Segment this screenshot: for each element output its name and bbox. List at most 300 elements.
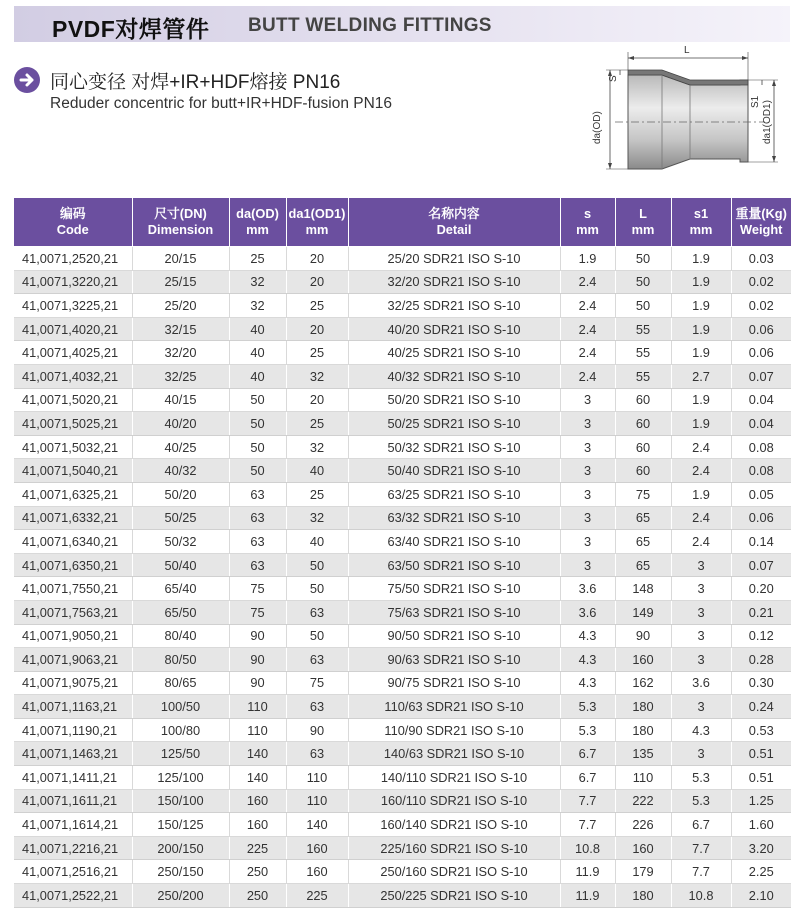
table-cell: 0.06 bbox=[731, 506, 791, 530]
table-cell: 41,0071,6340,21 bbox=[14, 530, 132, 554]
table-cell: 41,0071,5040,21 bbox=[14, 459, 132, 483]
table-cell: 110 bbox=[229, 695, 286, 719]
table-cell: 41,0071,2516,21 bbox=[14, 860, 132, 884]
table-cell: 60 bbox=[615, 388, 671, 412]
table-cell: 0.04 bbox=[731, 388, 791, 412]
reducer-drawing bbox=[590, 42, 790, 182]
table-cell: 160 bbox=[286, 860, 348, 884]
table-cell: 41,0071,1463,21 bbox=[14, 742, 132, 766]
table-cell: 90 bbox=[615, 624, 671, 648]
table-cell: 2.4 bbox=[560, 341, 615, 365]
column-header-en: mm bbox=[305, 222, 329, 237]
column-header-en: Code bbox=[56, 222, 89, 237]
table-cell: 0.51 bbox=[731, 766, 791, 790]
table-cell: 60 bbox=[615, 435, 671, 459]
table-cell: 1.60 bbox=[731, 813, 791, 837]
table-cell: 140 bbox=[229, 766, 286, 790]
table-cell: 250/225 SDR21 ISO S-10 bbox=[348, 884, 560, 908]
table-row bbox=[14, 836, 791, 860]
table-cell: 41,0071,6325,21 bbox=[14, 482, 132, 506]
table-cell: 63 bbox=[229, 530, 286, 554]
table-cell: 25/15 bbox=[132, 270, 229, 294]
table-cell: 32 bbox=[286, 506, 348, 530]
table-cell: 90/75 SDR21 ISO S-10 bbox=[348, 671, 560, 695]
table-cell: 3 bbox=[560, 553, 615, 577]
table-cell: 40 bbox=[286, 530, 348, 554]
table-cell: 65/50 bbox=[132, 600, 229, 624]
dimension-label-S: S bbox=[608, 75, 619, 82]
table-cell: 90 bbox=[229, 671, 286, 695]
table-cell: 50/20 SDR21 ISO S-10 bbox=[348, 388, 560, 412]
column-header-en: mm bbox=[576, 222, 599, 237]
table-cell: 63 bbox=[286, 600, 348, 624]
table-cell: 125/100 bbox=[132, 766, 229, 790]
table-cell: 65/40 bbox=[132, 577, 229, 601]
table-row bbox=[14, 530, 791, 554]
table-cell: 50 bbox=[286, 624, 348, 648]
table-cell: 3 bbox=[560, 388, 615, 412]
table-cell: 149 bbox=[615, 600, 671, 624]
table-cell: 20 bbox=[286, 388, 348, 412]
table-cell: 50 bbox=[615, 294, 671, 318]
column-header-cn: 编码 bbox=[59, 206, 86, 221]
table-cell: 40/32 bbox=[132, 459, 229, 483]
table-cell: 63 bbox=[229, 482, 286, 506]
column-header-cn: da1(OD1) bbox=[288, 206, 346, 221]
table-cell: 3 bbox=[560, 482, 615, 506]
table-cell: 50/32 bbox=[132, 530, 229, 554]
table-cell: 140/110 SDR21 ISO S-10 bbox=[348, 766, 560, 790]
table-cell: 75/63 SDR21 ISO S-10 bbox=[348, 600, 560, 624]
column-header-en: mm bbox=[689, 222, 713, 237]
table-cell: 40/25 bbox=[132, 435, 229, 459]
table-row bbox=[14, 553, 791, 577]
table-cell: 3 bbox=[560, 412, 615, 436]
table-cell: 25 bbox=[286, 482, 348, 506]
table-cell: 160/140 SDR21 ISO S-10 bbox=[348, 813, 560, 837]
table-cell: 41,0071,1190,21 bbox=[14, 718, 132, 742]
table-cell: 50/25 bbox=[132, 506, 229, 530]
table-cell: 41,0071,1611,21 bbox=[14, 789, 132, 813]
table-cell: 1.25 bbox=[731, 789, 791, 813]
table-cell: 11.9 bbox=[560, 884, 615, 908]
table-cell: 6.7 bbox=[671, 813, 731, 837]
table-cell: 1.9 bbox=[671, 294, 731, 318]
table-cell: 40 bbox=[286, 459, 348, 483]
table-cell: 160 bbox=[615, 648, 671, 672]
table-cell: 50/20 bbox=[132, 482, 229, 506]
table-cell: 25 bbox=[286, 412, 348, 436]
table-cell: 6.7 bbox=[560, 766, 615, 790]
table-cell: 63 bbox=[229, 553, 286, 577]
table-row bbox=[14, 364, 791, 388]
table-cell: 60 bbox=[615, 459, 671, 483]
table-cell: 20 bbox=[286, 247, 348, 271]
table-cell: 5.3 bbox=[671, 766, 731, 790]
table-cell: 41,0071,3225,21 bbox=[14, 294, 132, 318]
table-cell: 2.4 bbox=[560, 364, 615, 388]
dimension-label-s1: S1 bbox=[750, 95, 761, 108]
column-header bbox=[731, 198, 791, 247]
table-cell: 80/40 bbox=[132, 624, 229, 648]
table-cell: 0.07 bbox=[731, 364, 791, 388]
table-cell: 63 bbox=[286, 742, 348, 766]
table-cell: 32/20 SDR21 ISO S-10 bbox=[348, 270, 560, 294]
table-cell: 41,0071,2522,21 bbox=[14, 884, 132, 908]
column-header bbox=[132, 198, 229, 247]
table-cell: 6.7 bbox=[560, 742, 615, 766]
table-cell: 4.3 bbox=[671, 718, 731, 742]
table-cell: 10.8 bbox=[560, 836, 615, 860]
table-row bbox=[14, 789, 791, 813]
column-header-cn: 名称内容 bbox=[428, 206, 480, 221]
table-row bbox=[14, 624, 791, 648]
table-cell: 140 bbox=[286, 813, 348, 837]
table-cell: 0.06 bbox=[731, 341, 791, 365]
table-row bbox=[14, 247, 791, 271]
table-row bbox=[14, 317, 791, 341]
table-row bbox=[14, 577, 791, 601]
table-row bbox=[14, 600, 791, 624]
table-row bbox=[14, 506, 791, 530]
table-cell: 2.25 bbox=[731, 860, 791, 884]
table-cell: 4.3 bbox=[560, 648, 615, 672]
table-row bbox=[14, 860, 791, 884]
table-cell: 10.8 bbox=[671, 884, 731, 908]
table-cell: 90/63 SDR21 ISO S-10 bbox=[348, 648, 560, 672]
table-body bbox=[14, 247, 791, 908]
table-cell: 125/50 bbox=[132, 742, 229, 766]
column-header bbox=[615, 198, 671, 247]
table-cell: 4.3 bbox=[560, 671, 615, 695]
table-row bbox=[14, 718, 791, 742]
column-header-cn: L bbox=[639, 206, 647, 221]
table-cell: 41,0071,3220,21 bbox=[14, 270, 132, 294]
table-cell: 162 bbox=[615, 671, 671, 695]
table-cell: 0.30 bbox=[731, 671, 791, 695]
table-cell: 7.7 bbox=[560, 813, 615, 837]
table-cell: 63/32 SDR21 ISO S-10 bbox=[348, 506, 560, 530]
table-row bbox=[14, 648, 791, 672]
table-cell: 5.3 bbox=[560, 718, 615, 742]
product-subtitle bbox=[14, 62, 574, 122]
table-cell: 148 bbox=[615, 577, 671, 601]
table-cell: 160 bbox=[229, 813, 286, 837]
table-row bbox=[14, 412, 791, 436]
column-header bbox=[229, 198, 286, 247]
table-cell: 0.02 bbox=[731, 270, 791, 294]
table-cell: 65 bbox=[615, 553, 671, 577]
table-cell: 200/150 bbox=[132, 836, 229, 860]
header-title-cn: PVDF对焊管件 bbox=[52, 16, 210, 42]
table-cell: 250/160 SDR21 ISO S-10 bbox=[348, 860, 560, 884]
table-cell: 75 bbox=[229, 577, 286, 601]
table-cell: 3 bbox=[671, 577, 731, 601]
table-cell: 63 bbox=[286, 648, 348, 672]
table-cell: 5.3 bbox=[671, 789, 731, 813]
table-row bbox=[14, 435, 791, 459]
table-cell: 0.21 bbox=[731, 600, 791, 624]
table-cell: 32/25 bbox=[132, 364, 229, 388]
table-header-row bbox=[14, 198, 791, 247]
table-cell: 0.03 bbox=[731, 247, 791, 271]
table-cell: 160 bbox=[286, 836, 348, 860]
table-cell: 1.9 bbox=[671, 317, 731, 341]
table-cell: 3.20 bbox=[731, 836, 791, 860]
table-cell: 90/50 SDR21 ISO S-10 bbox=[348, 624, 560, 648]
table-cell: 100/50 bbox=[132, 695, 229, 719]
table-cell: 225/160 SDR21 ISO S-10 bbox=[348, 836, 560, 860]
column-header-en: Weight bbox=[740, 222, 783, 237]
column-header bbox=[671, 198, 731, 247]
table-cell: 90 bbox=[229, 648, 286, 672]
table-cell: 50 bbox=[229, 435, 286, 459]
table-cell: 50/32 SDR21 ISO S-10 bbox=[348, 435, 560, 459]
table-cell: 3.6 bbox=[671, 671, 731, 695]
table-cell: 40/15 bbox=[132, 388, 229, 412]
table-row bbox=[14, 766, 791, 790]
table-cell: 2.4 bbox=[671, 435, 731, 459]
table-cell: 50 bbox=[615, 247, 671, 271]
table-cell: 3 bbox=[560, 459, 615, 483]
table-cell: 32/20 bbox=[132, 341, 229, 365]
table-cell: 41,0071,9063,21 bbox=[14, 648, 132, 672]
table-cell: 41,0071,9050,21 bbox=[14, 624, 132, 648]
table-cell: 180 bbox=[615, 884, 671, 908]
table-row bbox=[14, 341, 791, 365]
column-header-cn: s1 bbox=[693, 206, 709, 221]
table-cell: 50 bbox=[229, 412, 286, 436]
table-cell: 226 bbox=[615, 813, 671, 837]
table-cell: 2.10 bbox=[731, 884, 791, 908]
table-cell: 25/20 bbox=[132, 294, 229, 318]
table-cell: 41,0071,4020,21 bbox=[14, 317, 132, 341]
table-cell: 110/90 SDR21 ISO S-10 bbox=[348, 718, 560, 742]
table-cell: 3.6 bbox=[560, 577, 615, 601]
table-cell: 179 bbox=[615, 860, 671, 884]
table-cell: 50 bbox=[286, 553, 348, 577]
table-cell: 63 bbox=[229, 506, 286, 530]
table-cell: 75 bbox=[615, 482, 671, 506]
table-cell: 32/15 bbox=[132, 317, 229, 341]
table-cell: 2.4 bbox=[671, 459, 731, 483]
table-cell: 75 bbox=[229, 600, 286, 624]
table-cell: 5.3 bbox=[560, 695, 615, 719]
table-cell: 40/32 SDR21 ISO S-10 bbox=[348, 364, 560, 388]
table-cell: 25 bbox=[229, 247, 286, 271]
table-cell: 50 bbox=[286, 577, 348, 601]
table-cell: 160 bbox=[229, 789, 286, 813]
table-cell: 25 bbox=[286, 341, 348, 365]
table-cell: 50 bbox=[615, 270, 671, 294]
table-cell: 0.07 bbox=[731, 553, 791, 577]
table-cell: 7.7 bbox=[560, 789, 615, 813]
table-cell: 7.7 bbox=[671, 836, 731, 860]
table-cell: 110 bbox=[229, 718, 286, 742]
table-cell: 100/80 bbox=[132, 718, 229, 742]
table-cell: 41,0071,2216,21 bbox=[14, 836, 132, 860]
fittings-table bbox=[14, 198, 791, 908]
table-row bbox=[14, 695, 791, 719]
column-header bbox=[560, 198, 615, 247]
table-cell: 3 bbox=[671, 695, 731, 719]
table-cell: 40 bbox=[229, 341, 286, 365]
table-row bbox=[14, 671, 791, 695]
table-cell: 50/25 SDR21 ISO S-10 bbox=[348, 412, 560, 436]
table-cell: 80/65 bbox=[132, 671, 229, 695]
table-cell: 2.4 bbox=[560, 317, 615, 341]
table-cell: 50 bbox=[229, 459, 286, 483]
table-cell: 0.08 bbox=[731, 435, 791, 459]
table-cell: 41,0071,5025,21 bbox=[14, 412, 132, 436]
table-cell: 32/25 SDR21 ISO S-10 bbox=[348, 294, 560, 318]
table-cell: 150/100 bbox=[132, 789, 229, 813]
arrow-right-icon bbox=[14, 67, 40, 93]
table-cell: 41,0071,5020,21 bbox=[14, 388, 132, 412]
table-cell: 41,0071,7550,21 bbox=[14, 577, 132, 601]
table-cell: 65 bbox=[615, 506, 671, 530]
table-cell: 225 bbox=[286, 884, 348, 908]
table-cell: 2.4 bbox=[560, 294, 615, 318]
column-header-en: Detail bbox=[436, 222, 472, 237]
table-cell: 41,0071,7563,21 bbox=[14, 600, 132, 624]
table-cell: 0.04 bbox=[731, 412, 791, 436]
table-cell: 0.08 bbox=[731, 459, 791, 483]
dimension-label-da1: da1(OD1) bbox=[762, 100, 773, 144]
table-cell: 0.12 bbox=[731, 624, 791, 648]
table-cell: 41,0071,6332,21 bbox=[14, 506, 132, 530]
table-cell: 110/63 SDR21 ISO S-10 bbox=[348, 695, 560, 719]
table-cell: 63 bbox=[286, 695, 348, 719]
table-cell: 32 bbox=[229, 270, 286, 294]
table-cell: 90 bbox=[229, 624, 286, 648]
table-cell: 0.20 bbox=[731, 577, 791, 601]
column-header-cn: da(OD) bbox=[236, 206, 279, 221]
page-header bbox=[14, 6, 790, 42]
table-cell: 32 bbox=[229, 294, 286, 318]
table-cell: 150/125 bbox=[132, 813, 229, 837]
table-cell: 63/50 SDR21 ISO S-10 bbox=[348, 553, 560, 577]
table-cell: 75/50 SDR21 ISO S-10 bbox=[348, 577, 560, 601]
table-cell: 40/20 bbox=[132, 412, 229, 436]
column-header-en: mm bbox=[246, 222, 269, 237]
table-cell: 180 bbox=[615, 718, 671, 742]
table-cell: 41,0071,6350,21 bbox=[14, 553, 132, 577]
table-cell: 110 bbox=[286, 789, 348, 813]
table-cell: 41,0071,4032,21 bbox=[14, 364, 132, 388]
table-cell: 0.14 bbox=[731, 530, 791, 554]
table-cell: 180 bbox=[615, 695, 671, 719]
table-cell: 2.7 bbox=[671, 364, 731, 388]
table-cell: 41,0071,9075,21 bbox=[14, 671, 132, 695]
table-cell: 225 bbox=[229, 836, 286, 860]
table-cell: 20/15 bbox=[132, 247, 229, 271]
table-cell: 222 bbox=[615, 789, 671, 813]
table-cell: 2.4 bbox=[671, 506, 731, 530]
table-cell: 11.9 bbox=[560, 860, 615, 884]
table-cell: 0.53 bbox=[731, 718, 791, 742]
table-cell: 25/20 SDR21 ISO S-10 bbox=[348, 247, 560, 271]
table-cell: 3 bbox=[671, 600, 731, 624]
table-cell: 3 bbox=[671, 624, 731, 648]
table-cell: 3 bbox=[560, 506, 615, 530]
table-cell: 50/40 bbox=[132, 553, 229, 577]
table-cell: 41,0071,1411,21 bbox=[14, 766, 132, 790]
table-cell: 1.9 bbox=[671, 247, 731, 271]
table-cell: 41,0071,5032,21 bbox=[14, 435, 132, 459]
column-header bbox=[14, 198, 132, 247]
table-row bbox=[14, 884, 791, 908]
table-cell: 80/50 bbox=[132, 648, 229, 672]
dimension-label-L: L bbox=[684, 45, 690, 56]
table-cell: 55 bbox=[615, 317, 671, 341]
table-cell: 41,0071,4025,21 bbox=[14, 341, 132, 365]
table-cell: 90 bbox=[286, 718, 348, 742]
table-row bbox=[14, 388, 791, 412]
table-cell: 40/25 SDR21 ISO S-10 bbox=[348, 341, 560, 365]
column-header-en: mm bbox=[631, 222, 655, 237]
table-cell: 250/200 bbox=[132, 884, 229, 908]
table-cell: 40/20 SDR21 ISO S-10 bbox=[348, 317, 560, 341]
table-cell: 60 bbox=[615, 412, 671, 436]
subtitle-en: Reduder concentric for butt+IR+HDF-fusion PN16 bbox=[50, 95, 393, 112]
table-cell: 1.9 bbox=[671, 270, 731, 294]
table-cell: 110 bbox=[286, 766, 348, 790]
column-header-en: Dimension bbox=[147, 222, 214, 237]
table-cell: 0.28 bbox=[731, 648, 791, 672]
table-cell: 32 bbox=[286, 364, 348, 388]
table-cell: 2.4 bbox=[560, 270, 615, 294]
column-header-cn: 重量(Kg) bbox=[735, 206, 787, 221]
table-cell: 250/150 bbox=[132, 860, 229, 884]
table-cell: 50 bbox=[229, 388, 286, 412]
table-cell: 63/25 SDR21 ISO S-10 bbox=[348, 482, 560, 506]
subtitle-cn: 同心变径 对焊+IR+HDF熔接 PN16 bbox=[50, 72, 341, 93]
table-cell: 3.6 bbox=[560, 600, 615, 624]
table-cell: 135 bbox=[615, 742, 671, 766]
table-cell: 3 bbox=[560, 435, 615, 459]
table-cell: 25 bbox=[286, 294, 348, 318]
table-cell: 3 bbox=[560, 530, 615, 554]
table-cell: 110 bbox=[615, 766, 671, 790]
column-header-cn: s bbox=[583, 206, 592, 221]
table-row bbox=[14, 742, 791, 766]
table-cell: 4.3 bbox=[560, 624, 615, 648]
table-cell: 1.9 bbox=[671, 388, 731, 412]
table-row bbox=[14, 459, 791, 483]
table-cell: 250 bbox=[229, 860, 286, 884]
table-cell: 1.9 bbox=[671, 412, 731, 436]
table-row bbox=[14, 294, 791, 318]
table-cell: 32 bbox=[286, 435, 348, 459]
table-cell: 2.4 bbox=[671, 530, 731, 554]
table-cell: 1.9 bbox=[671, 341, 731, 365]
table-cell: 140/63 SDR21 ISO S-10 bbox=[348, 742, 560, 766]
table-row bbox=[14, 270, 791, 294]
table-cell: 55 bbox=[615, 341, 671, 365]
table-cell: 20 bbox=[286, 317, 348, 341]
table-cell: 75 bbox=[286, 671, 348, 695]
table-cell: 250 bbox=[229, 884, 286, 908]
column-header bbox=[348, 198, 560, 247]
table-cell: 41,0071,1614,21 bbox=[14, 813, 132, 837]
table-cell: 65 bbox=[615, 530, 671, 554]
table-cell: 7.7 bbox=[671, 860, 731, 884]
table-cell: 20 bbox=[286, 270, 348, 294]
table-cell: 1.9 bbox=[560, 247, 615, 271]
table-cell: 40 bbox=[229, 364, 286, 388]
header-title-en: BUTT WELDING FITTINGS bbox=[248, 15, 492, 36]
